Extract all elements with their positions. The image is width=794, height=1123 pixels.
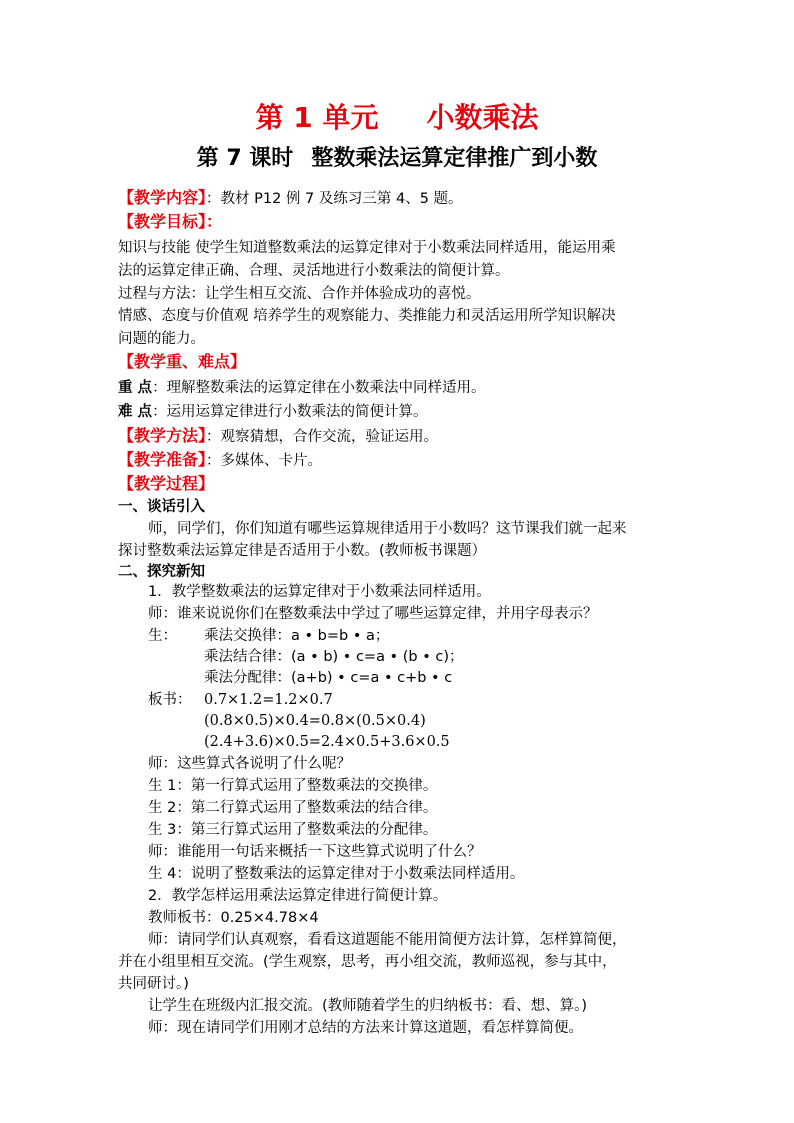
section-intro-heading: 一、谈话引入 — [118, 499, 205, 515]
teaching-prep — [118, 450, 322, 471]
lesson-topic: 整数乘法运算定律推广到小数 — [311, 146, 598, 171]
paragraph-line: 探讨整数乘法运算定律是否适用于小数。(教师板书课题） — [118, 543, 487, 559]
paragraph-line: 生 1：第一行算式运用了整数乘法的交换律。 — [148, 778, 438, 794]
key-point — [118, 378, 486, 398]
board-label: 板书： — [148, 692, 192, 708]
goal-line: 问题的能力。 — [118, 331, 205, 347]
paragraph-line: 共同研讨。) — [118, 976, 189, 992]
keypoints-label: 【教学重、难点】 — [118, 352, 247, 371]
teaching-content-label: 【教学内容】 — [118, 188, 207, 207]
teaching-method-label: 【教学方法】 — [118, 426, 207, 445]
teaching-content — [118, 188, 463, 209]
teaching-goals-label: 【教学目标】 — [118, 212, 207, 231]
teaching-method-text: ：观察猜想，合作交流，验证运用。 — [206, 429, 439, 445]
equation-line: 0.7×1.2=1.2×0.7 — [204, 692, 333, 708]
paragraph-line: 2．教学怎样运用乘法运算定律进行简便计算。 — [148, 888, 448, 904]
equation-line: (2.4+3.6)×0.5=2.4×0.5+3.6×0.5 — [204, 734, 450, 750]
paragraph-line: 师，同学们，你们知道有哪些运算规律适用于小数吗？这节课我们就一起来 — [148, 521, 627, 537]
difficult-point — [118, 402, 428, 422]
teaching-goals-heading — [118, 212, 222, 233]
keypoints-heading — [118, 352, 246, 373]
paragraph-line: 师：谁能用一句话来概括一下这些算式说明了什么？ — [148, 844, 482, 860]
paragraph-line: 并在小组里相互交流。(学生观察，思考，再小组交流，教师巡视，参与其中， — [118, 954, 617, 970]
lesson-title — [0, 144, 794, 174]
teaching-process-heading — [118, 474, 214, 495]
paragraph-line: 生 4：说明了整数乘法的运算定律对于小数乘法同样适用。 — [148, 866, 525, 882]
teaching-content-text: ：教材 P12 例 7 及练习三第 4、5 题。 — [206, 191, 463, 207]
paragraph-line: 生 3：第三行算式运用了整数乘法的分配律。 — [148, 822, 438, 838]
paragraph-line: 师：现在请同学们用刚才总结的方法来计算这道题，看怎样算简便。 — [148, 1020, 583, 1036]
goal-line: 法的运算定律正确、合理、灵活地进行小数乘法的简便计算。 — [118, 263, 510, 279]
paragraph-line: 1．教学整数乘法的运算定律对于小数乘法同样适用。 — [148, 584, 491, 600]
key-point-label: 重 点 — [118, 380, 153, 396]
law-line: 乘法分配律：(a+b) • c=a • c+b • c — [204, 670, 453, 686]
goal-line: 情感、态度与价值观 培养学生的观察能力、类推能力和灵活运用所学知识解决 — [118, 308, 616, 324]
difficult-point-text: ：运用运算定律进行小数乘法的简便计算。 — [152, 404, 428, 420]
teaching-goals-colon: ： — [206, 212, 223, 231]
paragraph-line: 教师板书：0.25×4.78×4 — [148, 910, 319, 926]
unit-subject: 小数乘法 — [426, 101, 539, 134]
goal-line: 过程与方法：让学生相互交流、合作并体验成功的喜悦。 — [118, 286, 481, 302]
student-label: 生： — [148, 628, 177, 644]
paragraph-line: 师：请同学们认真观察，看看这道题能不能用简便方法计算，怎样算简便， — [148, 932, 627, 948]
law-line: 乘法结合律：(a • b) • c=a • (b • c)； — [204, 649, 464, 665]
teaching-method — [118, 426, 438, 447]
teaching-prep-text: ：多媒体、卡片。 — [206, 453, 323, 469]
paragraph-line: 师：谁来说说你们在整数乘法中学过了哪些运算定律，并用字母表示？ — [148, 606, 598, 622]
teaching-prep-label: 【教学准备】 — [118, 450, 207, 469]
key-point-text: ：理解整数乘法的运算定律在小数乘法中同样适用。 — [152, 380, 486, 396]
equation-line: (0.8×0.5)×0.4=0.8×(0.5×0.4) — [204, 713, 426, 729]
unit-title — [0, 100, 794, 136]
paragraph-line: 让学生在班级内汇报交流。(教师随着学生的归纳板书：看、想、算。) — [148, 998, 588, 1014]
unit-number: 第 1 单元 — [255, 101, 379, 134]
law-line: 乘法交换律：a • b=b • a； — [204, 628, 390, 644]
goal-line: 知识与技能 使学生知道整数乘法的运算定律对于小数乘法同样适用，能运用乘 — [118, 240, 616, 256]
section-explore-heading: 二、探究新知 — [118, 564, 205, 580]
paragraph-line: 师：这些算式各说明了什么呢？ — [148, 756, 351, 772]
difficult-point-label: 难 点 — [118, 404, 153, 420]
teaching-process-label: 【教学过程】 — [118, 474, 215, 493]
paragraph-line: 生 2：第二行算式运用了整数乘法的结合律。 — [148, 800, 438, 816]
lesson-number: 第 7 课时 — [196, 146, 294, 171]
